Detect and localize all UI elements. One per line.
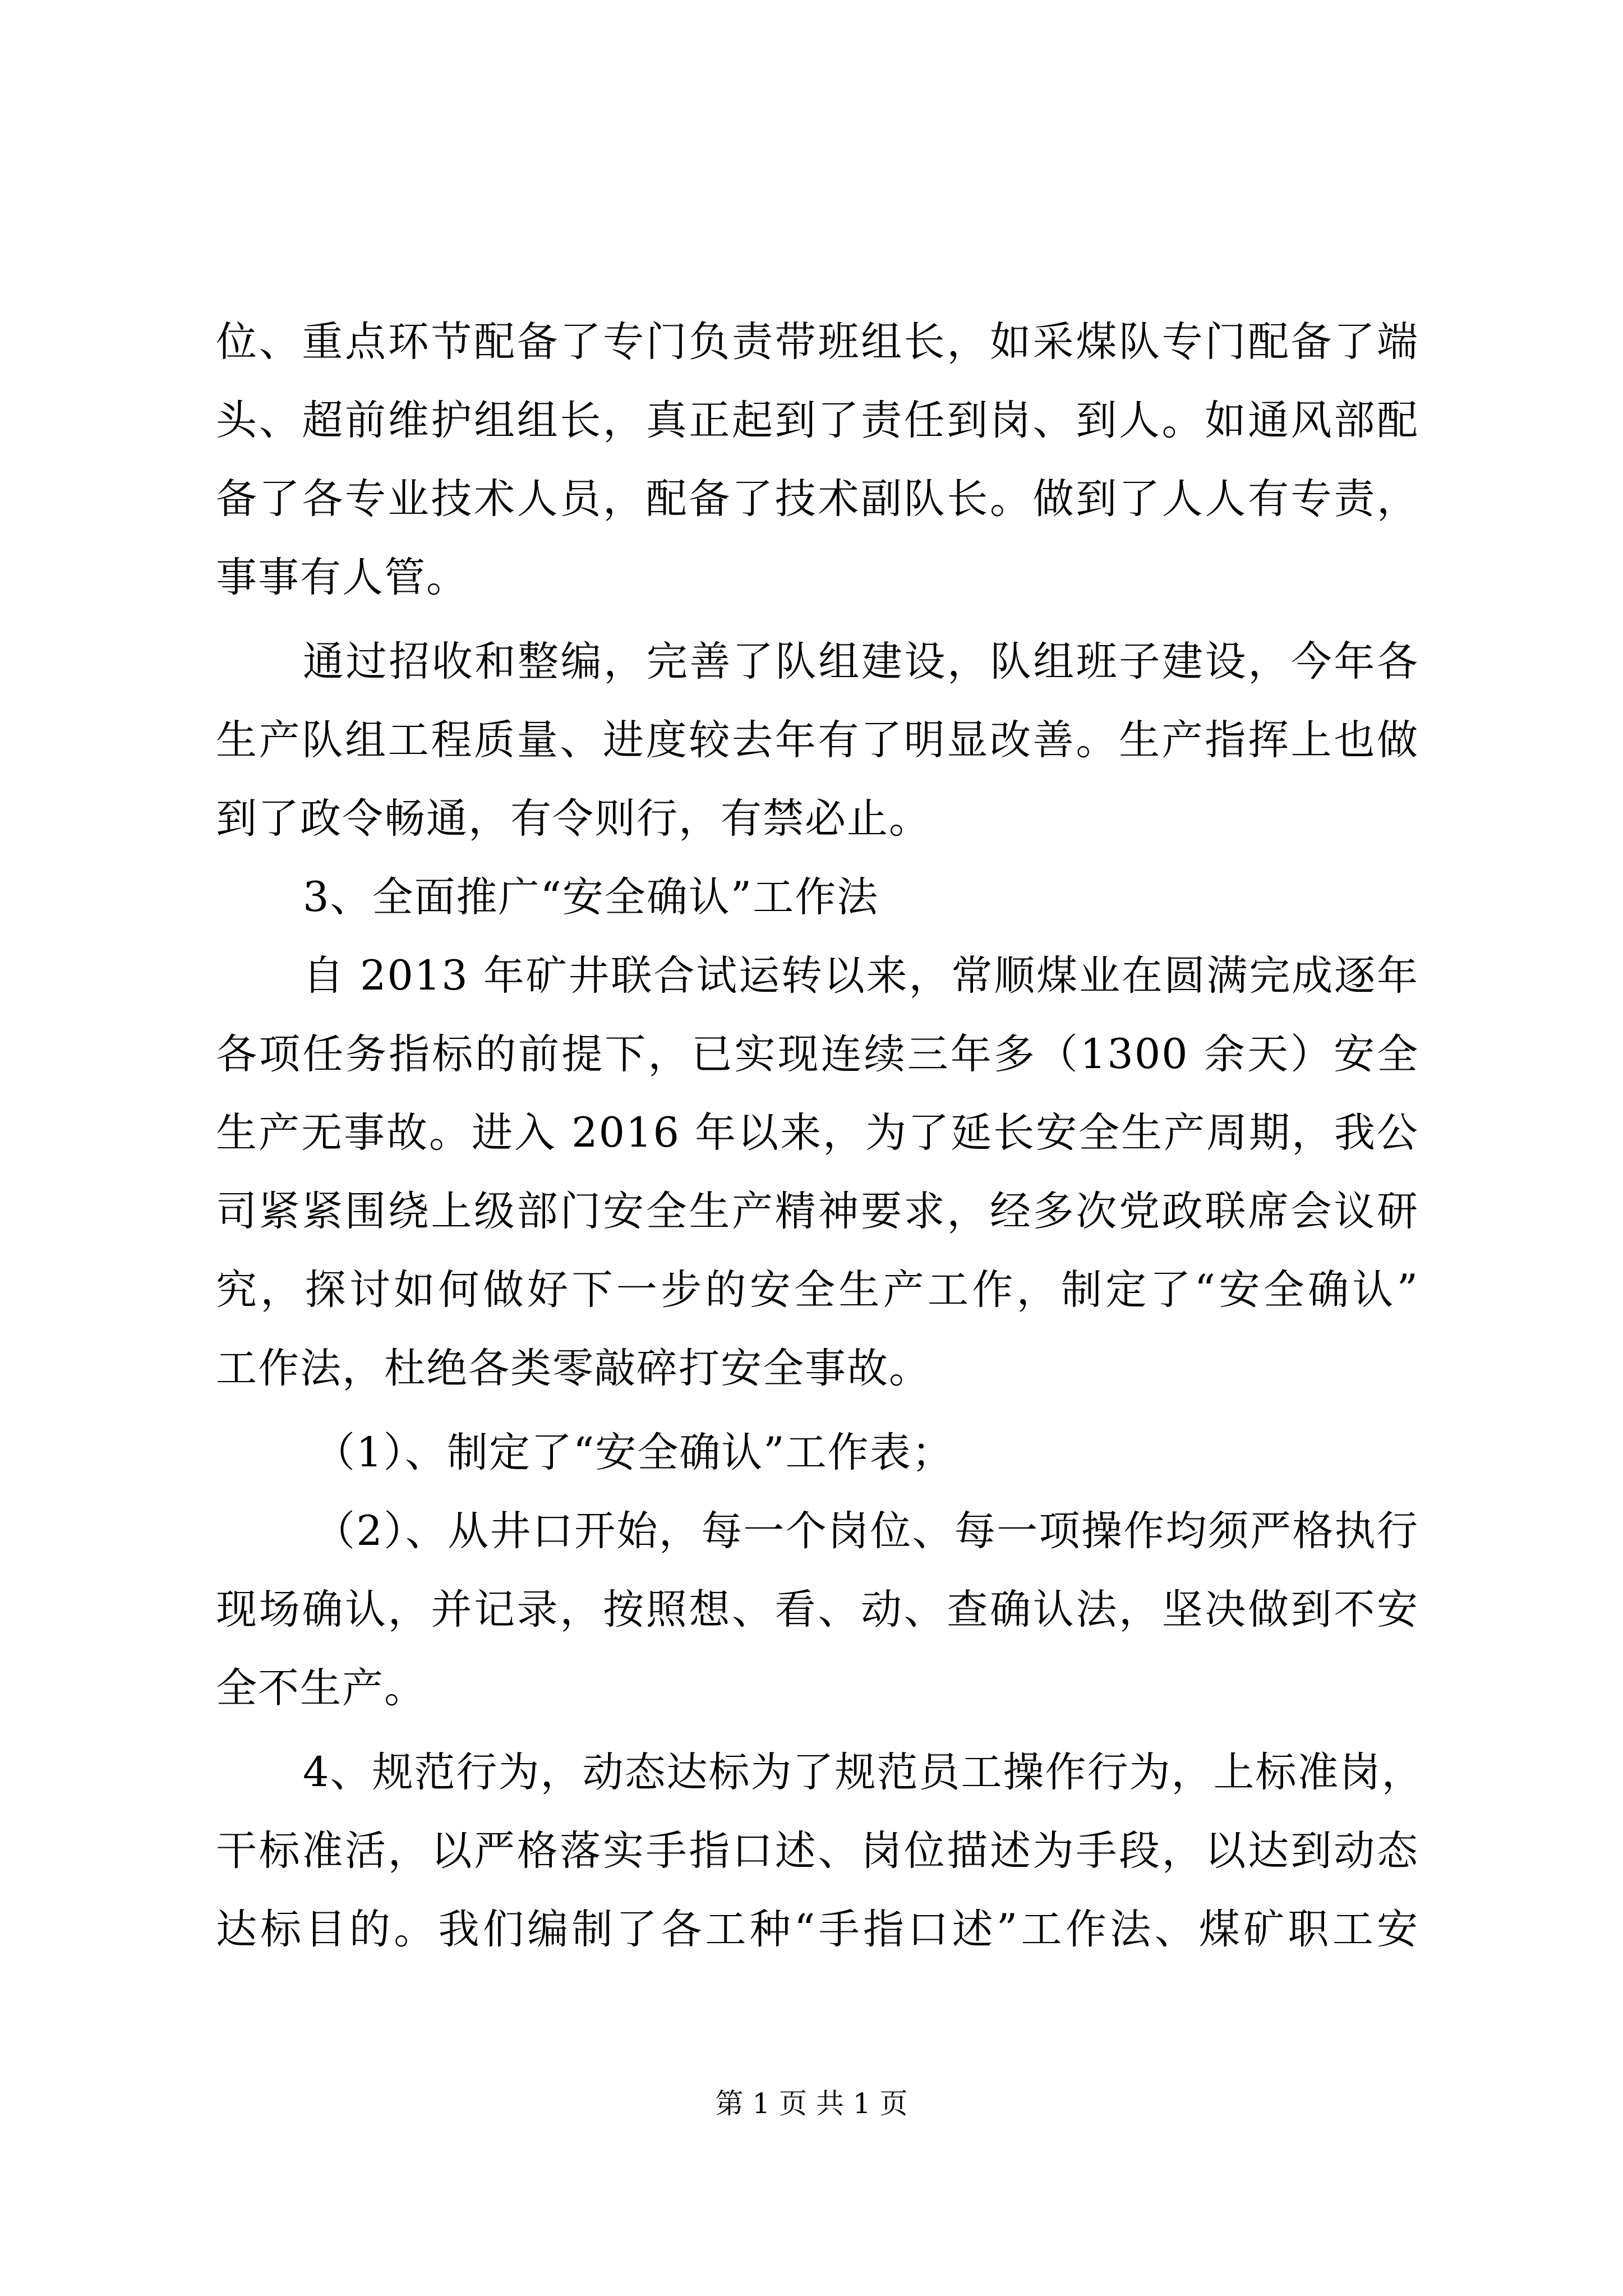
paragraph-line: 自 2013 年矿井联合试运转以来，常顺煤业在圆满完成逐年 (303, 952, 1419, 1000)
paragraph-line: 生产无事故。进入 2016 年以来，为了延长安全生产周期，我公 (216, 1109, 1419, 1157)
paragraph-line: 干标准活，以严格落实手指口述、岗位描述为手段，以达到动态 (216, 1827, 1419, 1875)
paragraph-line: 生产队组工程质量、进度较去年有了明显改善。生产指挥上也做 (216, 716, 1419, 764)
section-heading: 4、规范行为，动态达标为了规范员工操作行为，上标准岗， (303, 1749, 1424, 1796)
paragraph-line: 事事有人管。 (216, 554, 468, 601)
paragraph-line: 现场确认，并记录，按照想、看、动、查确认法，坚决做到不安 (216, 1586, 1419, 1634)
paragraph-line: 位、重点环节配备了专门负责带班组长，如采煤队专门配备了端 (216, 318, 1419, 366)
paragraph-line: 通过招收和整编，完善了队组建设，队组班子建设，今年各 (303, 638, 1419, 685)
paragraph-line: 工作法，杜绝各类零敲碎打安全事故。 (216, 1345, 931, 1392)
list-item: （1）、制定了“安全确认”工作表； (314, 1429, 954, 1476)
paragraph-line: 到了政令畅通，有令则行，有禁必止。 (216, 795, 931, 843)
paragraph-line: 究，探讨如何做好下一步的安全生产工作，制定了“安全确认” (216, 1266, 1419, 1314)
paragraph-line: 备了各专业技术人员，配备了技术副队长。做到了人人有专责， (216, 475, 1419, 523)
paragraph-line: 全不生产。 (216, 1664, 426, 1712)
paragraph-line: 达标目的。我们编制了各工种“手指口述”工作法、煤矿职工安 (216, 1906, 1419, 1953)
paragraph-line: 头、超前维护组组长，真正起到了责任到岗、到人。如通风部配 (216, 397, 1419, 444)
section-heading: 3、全面推广“安全确认”工作法 (303, 873, 879, 921)
page-footer: 第 1 页 共 1 页 (715, 2087, 908, 2120)
paragraph-line: 各项任务指标的前提下，已实现连续三年多（1300 余天）安全 (216, 1030, 1419, 1078)
paragraph-line: 司紧紧围绕上级部门安全生产精神要求，经多次党政联席会议研 (216, 1188, 1419, 1235)
list-item: （2）、从井口开始，每一个岗位、每一项操作均须严格执行 (314, 1507, 1419, 1555)
